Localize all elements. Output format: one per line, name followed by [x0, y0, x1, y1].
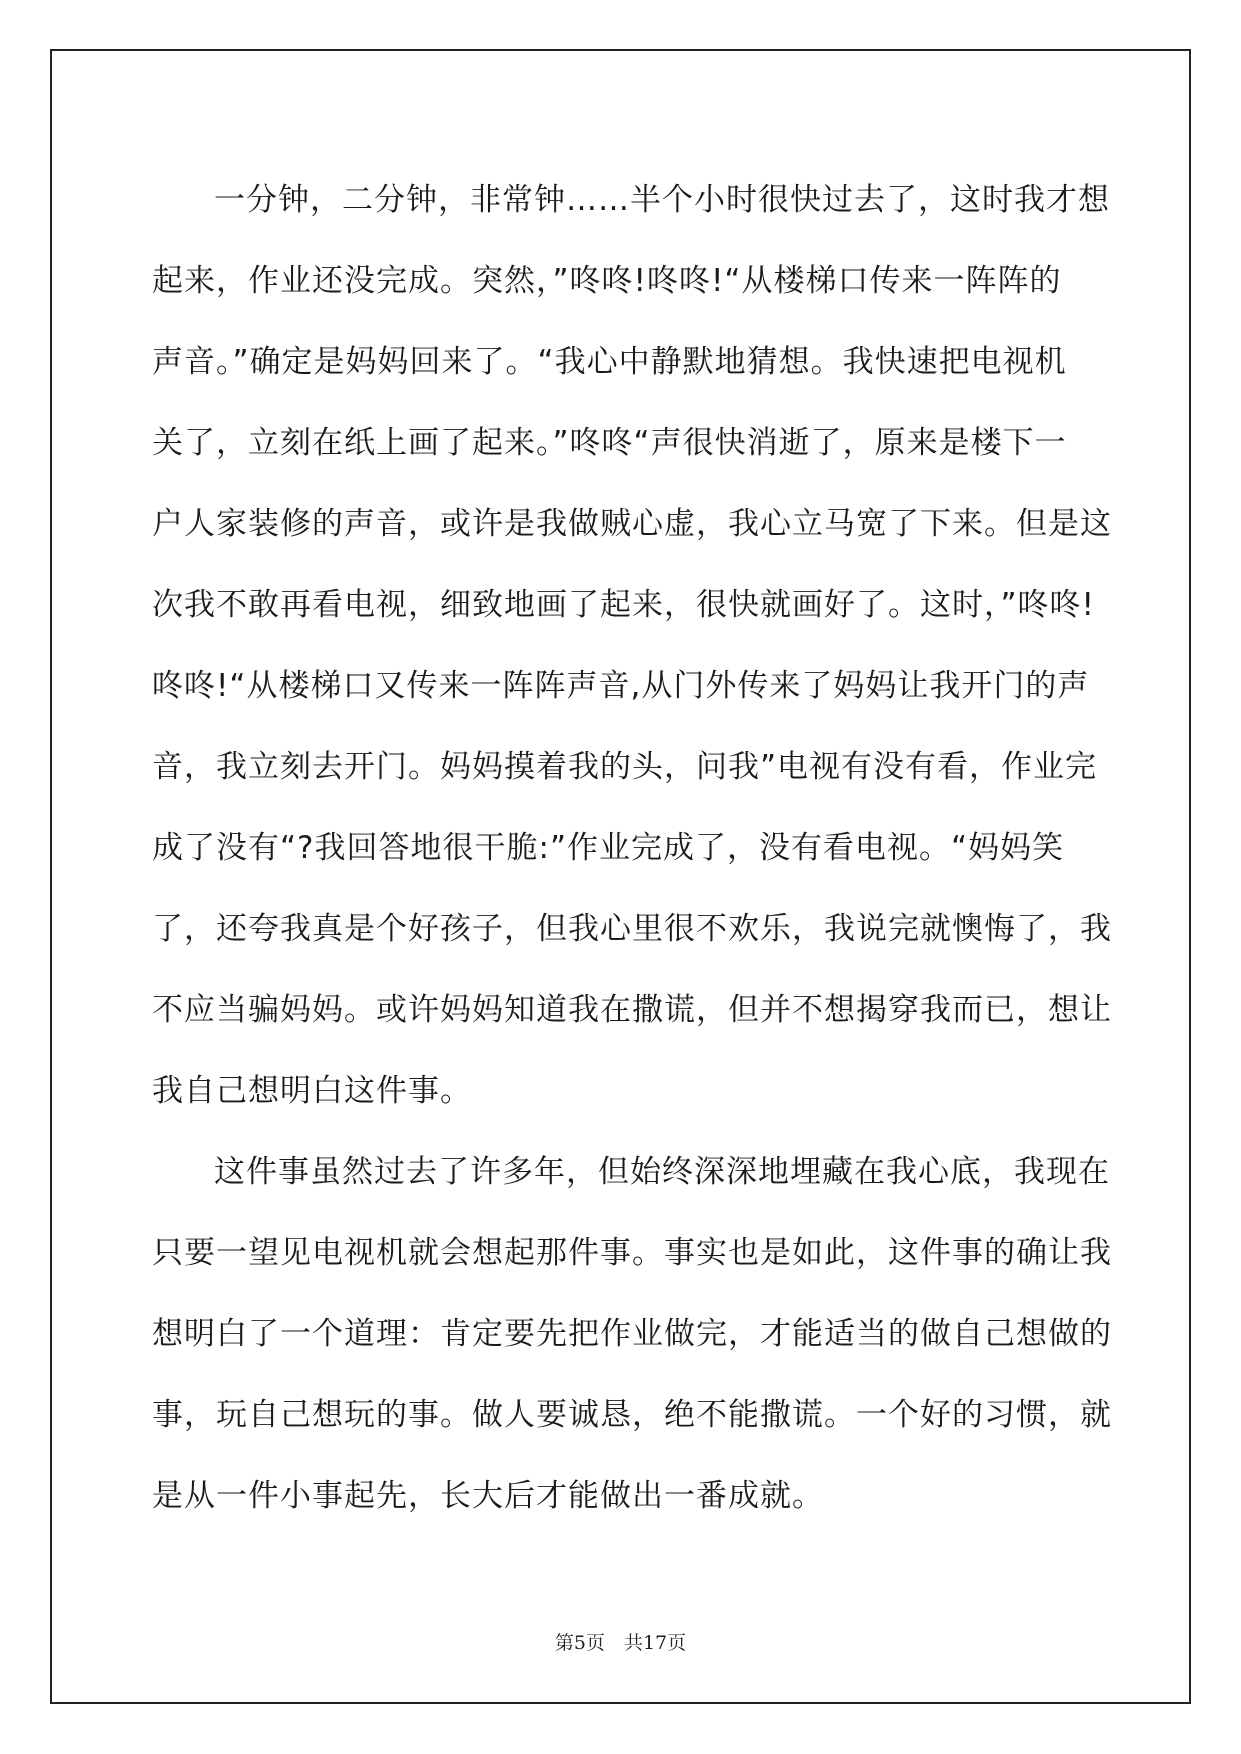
paragraph-line: 只要一望见电视机就会想起那件事。事实也是如此，这件事的确让我	[152, 1235, 1112, 1271]
document-body	[152, 160, 1112, 1537]
paragraph-line: 音，我立刻去开门。妈妈摸着我的头，问我”电视有没有看，作业完	[152, 749, 1098, 785]
paragraph-line: 不应当骗妈妈。或许妈妈知道我在撒谎，但并不想揭穿我而已，想让	[152, 992, 1112, 1028]
paragraph-line: 事，玩自己想玩的事。做人要诚恳，绝不能撒谎。一个好的习惯，就	[152, 1397, 1112, 1433]
paragraph-line: 是从一件小事起先，长大后才能做出一番成就。	[152, 1478, 824, 1514]
paragraph-line: 了，还夸我真是个好孩子，但我心里很不欢乐，我说完就懊悔了，我	[152, 911, 1112, 947]
paragraph-line: 成了没有“?我回答地很干脆:”作业完成了，没有看电视。“妈妈笑	[152, 830, 1065, 866]
paragraph-line: 咚咚!“从楼梯口又传来一阵阵声音,从门外传来了妈妈让我开门的声	[152, 668, 1090, 704]
paragraph-line: 次我不敢再看电视，细致地画了起来，很快就画好了。这时，”咚咚!	[152, 587, 1095, 623]
paragraph-line: 一分钟，二分钟，非常钟……半个小时很快过去了，这时我才想	[214, 182, 1110, 218]
paragraph-line: 起来，作业还没完成。突然，”咚咚!咚咚!“从楼梯口传来一阵阵的	[152, 263, 1062, 299]
paragraph-line: 我自己想明白这件事。	[152, 1073, 472, 1109]
page-number-footer: 第5页 共17页	[554, 1632, 687, 1654]
paragraph-line: 想明白了一个道理：肯定要先把作业做完，才能适当的做自己想做的	[152, 1316, 1112, 1352]
paragraph-line: 这件事虽然过去了许多年，但始终深深地埋藏在我心底，我现在	[214, 1154, 1110, 1190]
paragraph-line: 声音。”确定是妈妈回来了。“我心中静默地猜想。我快速把电视机	[152, 344, 1067, 380]
paragraph-line: 关了，立刻在纸上画了起来。”咚咚“声很快消逝了，原来是楼下一	[152, 425, 1067, 461]
paragraph-line: 户人家装修的声音，或许是我做贼心虚，我心立马宽了下来。但是这	[152, 506, 1112, 542]
